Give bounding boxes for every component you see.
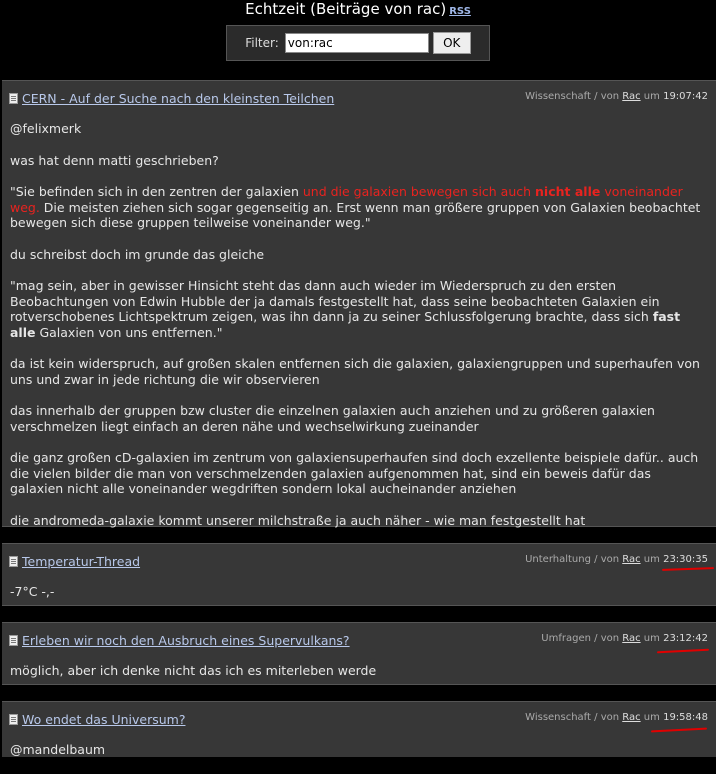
post-topic (9, 554, 140, 569)
post-paragraph: -7°C -,- (10, 584, 55, 599)
document-icon (9, 714, 18, 725)
post-topic (9, 633, 350, 648)
post-time: 19:07:42 (663, 91, 708, 102)
post-card (2, 543, 716, 606)
post-card (2, 701, 716, 757)
post-author-link[interactable]: Rac (622, 554, 641, 565)
filter-input[interactable] (285, 33, 429, 53)
post-time: 19:58:48 (663, 712, 708, 723)
post-body (10, 121, 708, 544)
post-by-label: / von (594, 633, 620, 644)
filter-box (226, 25, 490, 61)
post-meta (525, 712, 708, 723)
post-at-label: um (643, 712, 660, 723)
post-paragraph: was hat denn matti geschrieben? (10, 152, 219, 168)
post-by-label: / von (594, 91, 620, 102)
highlight-bold-text: nicht alle (535, 184, 601, 199)
post-paragraph: da ist kein widerspruch, auf großen skalen entfernen sich die galaxien, galaxiengruppen und superhaufen von uns und zwar in jede richtung die wir observieren (10, 356, 700, 387)
document-icon (9, 93, 18, 104)
post-body (10, 584, 708, 616)
post-topic (9, 91, 334, 106)
post-meta (525, 91, 708, 102)
post-paragraph: die ganz großen cD-galaxien im zentrum von galaxiensuperhaufen sind doch exzellente beispiele dafür.. auch die vielen bilder die man von verschmelzenden galaxien aufgenommen hat, sind ein beweis dafür das galaxien nicht alle voneinander wegdriften sondern lokal aucheinander anziehen (10, 450, 699, 496)
post-paragraph: die andromeda-galaxie kommt unserer milchstraße ja auch näher - wie man festgestellt hat (10, 512, 586, 528)
post-category: Unterhaltung (525, 554, 591, 565)
quote-text: Die meisten ziehen sich sogar gegenseitig an. Erst wenn man größere gruppen von Galaxien beobachtet bewegen sich diese gruppen teilweise voneinander weg." (10, 199, 701, 230)
post-by-label: / von (594, 554, 620, 565)
filter-ok-button[interactable]: OK (433, 32, 471, 54)
post-paragraph: @felixmerk (10, 121, 82, 136)
filter-label: Filter: (245, 36, 279, 50)
post-paragraph (10, 184, 708, 231)
post-topic (9, 712, 185, 727)
post-card (2, 622, 716, 685)
document-icon (9, 556, 18, 567)
bold-text: fast alle (10, 309, 681, 340)
post-author-link[interactable]: Rac (622, 712, 641, 723)
document-icon (9, 635, 18, 646)
post-paragraph: @mandelbaum (10, 742, 106, 757)
quote-text: "Sie befinden sich in den zentren der galaxien (10, 184, 303, 199)
post-category: Wissenschaft (525, 91, 591, 102)
post-meta (541, 633, 708, 644)
post-author-link[interactable]: Rac (622, 91, 641, 102)
post-category: Wissenschaft (525, 712, 591, 723)
post-at-label: um (643, 91, 660, 102)
post-paragraph: das innerhalb der gruppen bzw cluster die einzelnen galaxien auch anziehen und zu größeren galaxien verschmelzen liegt einfach an deren nähe und wechselwirkung zueinander (10, 403, 655, 434)
post-card (2, 80, 716, 527)
page-header (0, 0, 716, 22)
quote-text: "mag sein, aber in gewisser Hinsicht steht das dann auch wieder im Wiederspruch zu den ersten Beobachtungen von Edwin Hubble der ja damals festgestellt hat, dass seine beobachteten Galaxien ein rotverschobenes Lichtspektrum zeigen, was ihn dann ja zu seiner Schlussfolgerung brachte, dass sich (10, 278, 660, 324)
post-at-label: um (643, 633, 660, 644)
post-paragraph (10, 278, 708, 340)
highlight-text: voneinander weg. (10, 184, 683, 215)
post-topic-link[interactable]: Erleben wir noch den Ausbruch eines Supervulkans? (22, 633, 350, 648)
page-title: Echtzeit (Beiträge von rac) (245, 0, 447, 18)
post-body (10, 742, 708, 774)
post-at-label: um (643, 554, 660, 565)
post-category: Umfragen (541, 633, 591, 644)
post-meta (525, 554, 708, 565)
post-topic-link[interactable]: CERN - Auf der Suche nach den kleinsten Teilchen (22, 91, 335, 106)
post-body (10, 663, 708, 695)
post-topic-link[interactable]: Wo endet das Universum? (22, 712, 186, 727)
rss-link[interactable]: RSS (449, 6, 471, 17)
post-paragraph: möglich, aber ich denke nicht das ich es miterleben werde (10, 663, 377, 678)
post-author-link[interactable]: Rac (622, 633, 641, 644)
post-by-label: / von (594, 712, 620, 723)
quote-text: Galaxien von uns entfernen." (35, 324, 223, 340)
highlight-text: und die galaxien bewegen sich auch (302, 184, 536, 199)
post-paragraph: du schreibst doch im grunde das gleiche (10, 246, 265, 262)
post-time: 23:30:35 (663, 554, 708, 565)
post-topic-link[interactable]: Temperatur-Thread (22, 554, 141, 569)
post-time: 23:12:42 (663, 633, 708, 644)
